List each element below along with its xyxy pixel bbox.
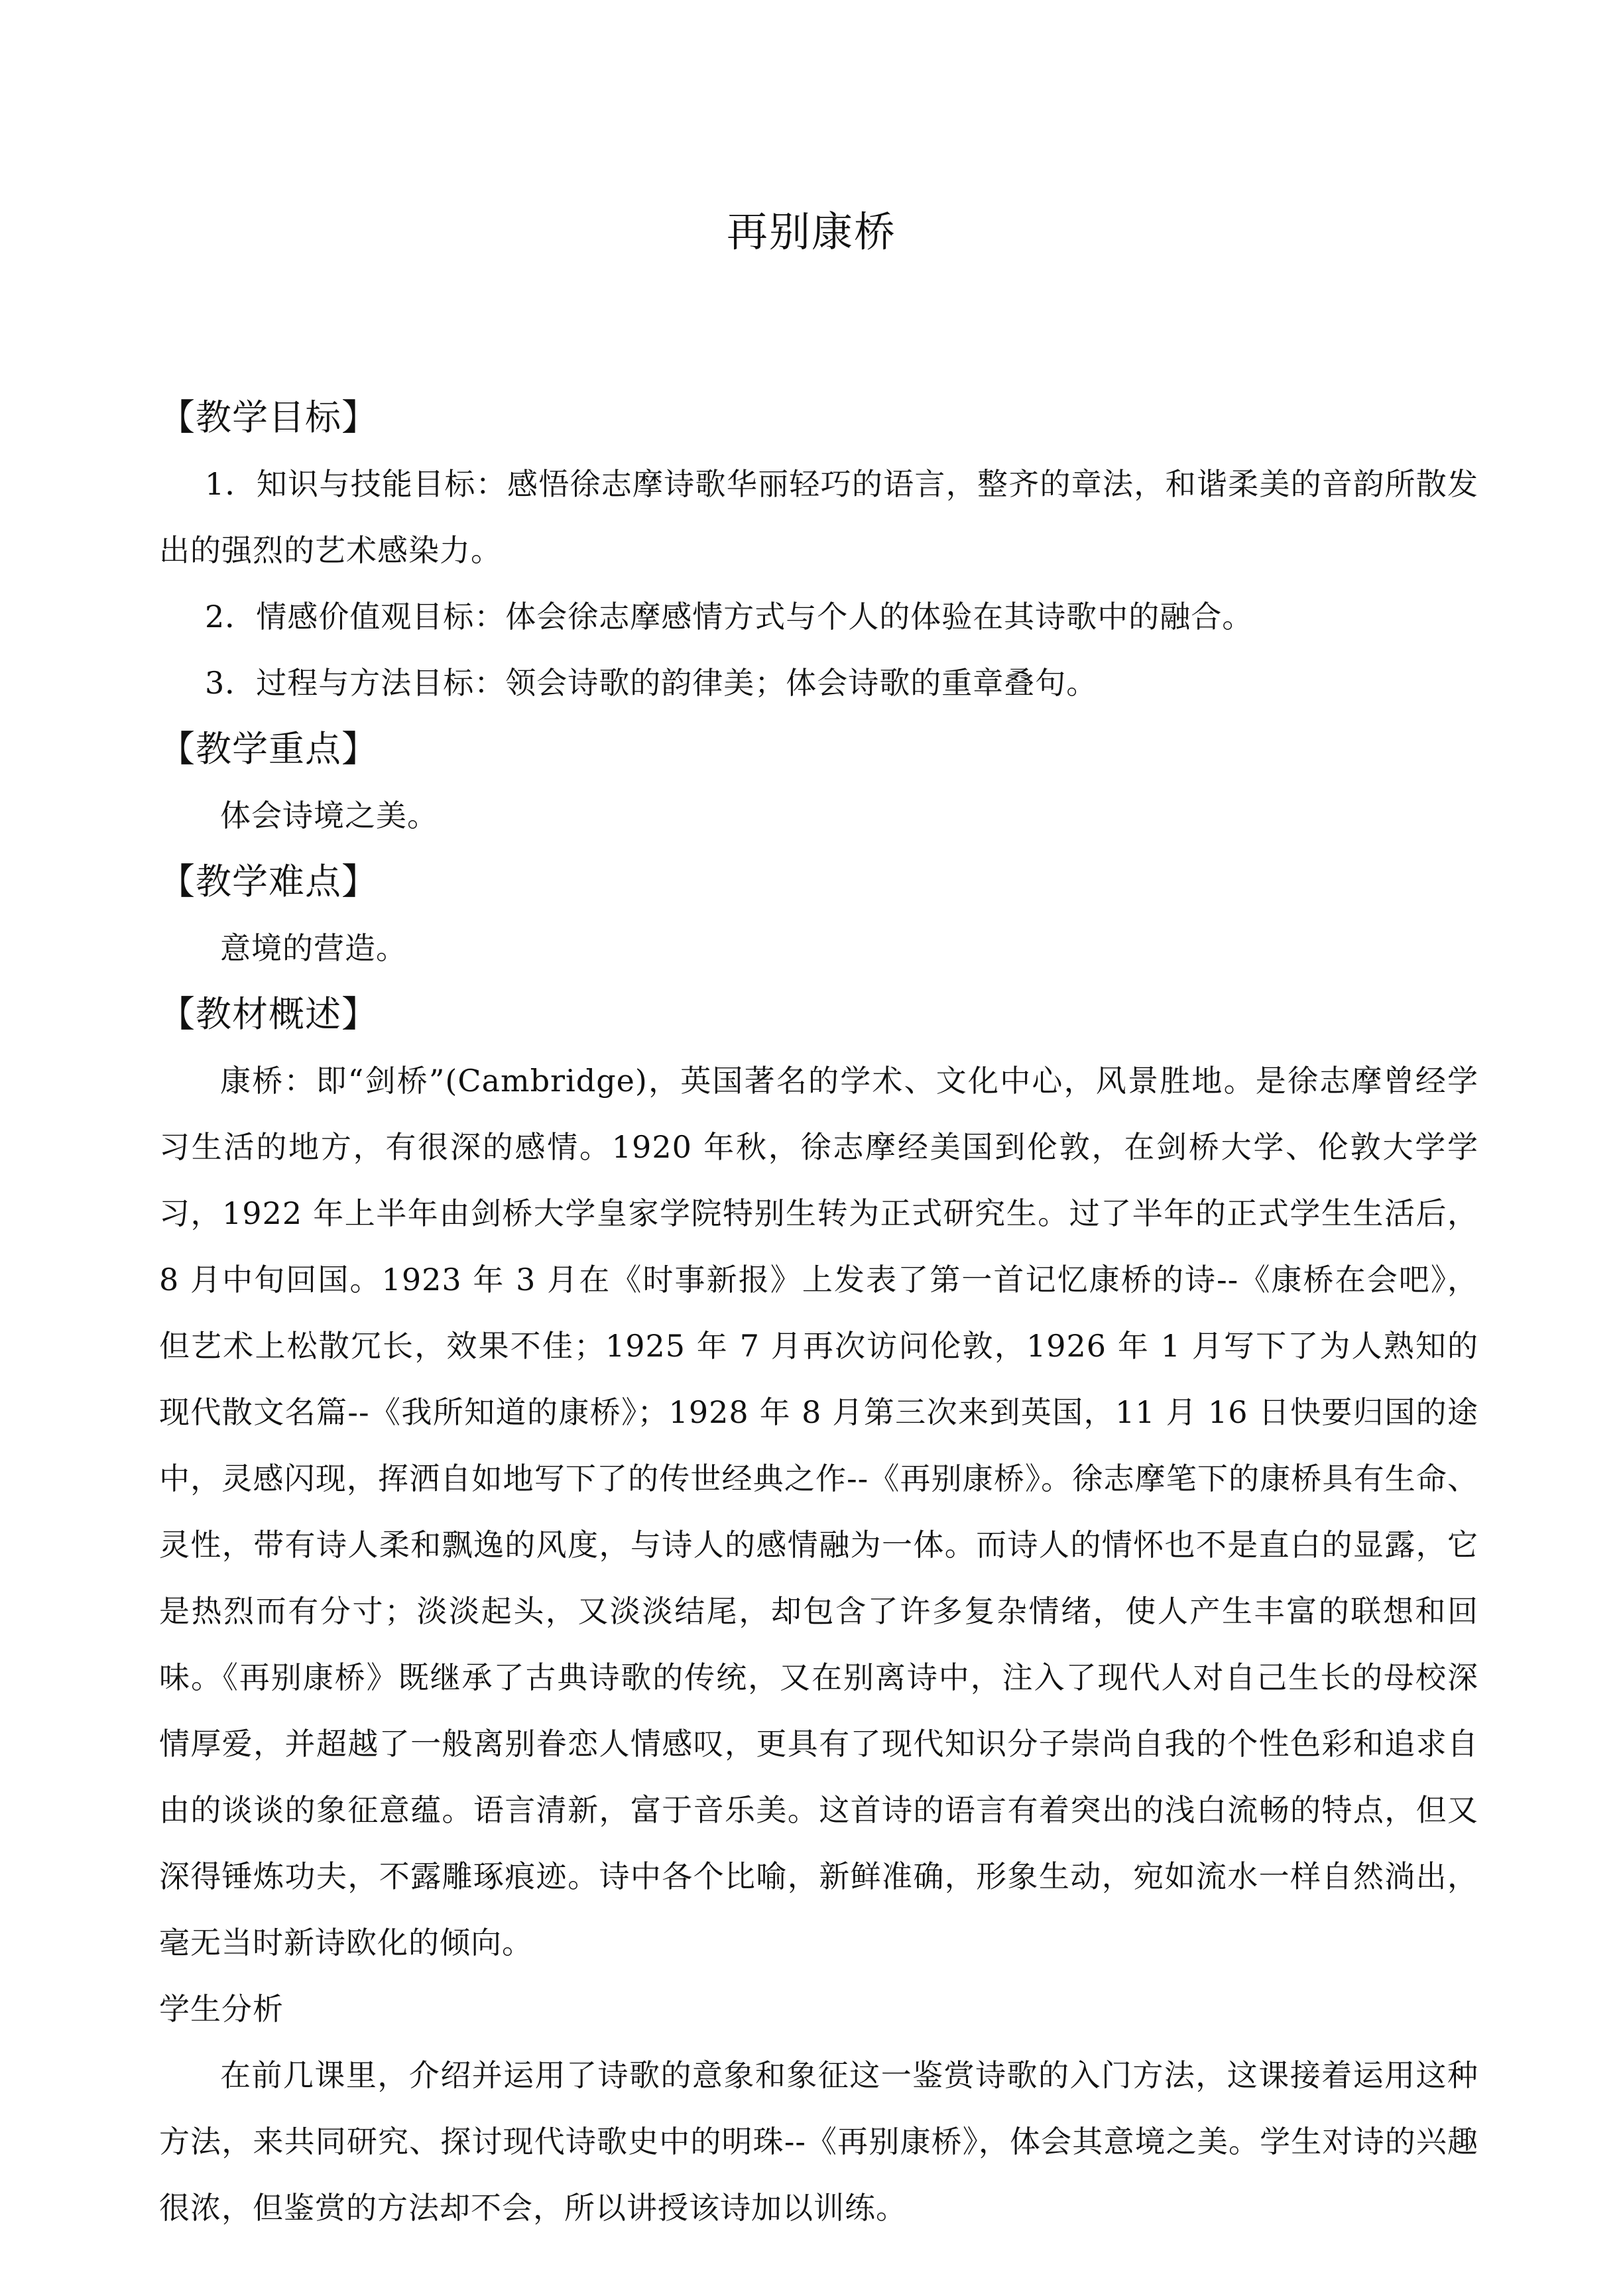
section-heading-overview: 【教材概述】 (159, 993, 378, 1035)
goal-item-1: 1．知识与技能目标：感悟徐志摩诗歌华丽轻巧的语言，整齐的章法，和谐柔美的音韵所散发出的强烈的艺术感染力。 (159, 466, 1478, 568)
section-heading-goals: 【教学目标】 (159, 396, 378, 438)
document-title: 再别康桥 (726, 208, 896, 256)
difficulties-text: 意境的营造。 (220, 930, 407, 966)
student-analysis-paragraph: 在前几课里，介绍并运用了诗歌的意象和象征这一鉴赏诗歌的入门方法，这课接着运用这种方法，来共同研究、探讨现代诗歌史中的明珠--《再别康桥》，体会其意境之美。学生对诗的兴趣很浓，但鉴赏的方法却不会，所以讲授该诗加以训练。 (159, 2057, 1478, 2226)
key-points-text: 体会诗境之美。 (220, 798, 438, 833)
goal-item-2: 2．情感价值观目标：体会徐志摩感情方式与个人的体验在其诗歌中的融合。 (205, 599, 1254, 634)
section-heading-student-analysis: 学生分析 (159, 1991, 284, 2027)
overview-paragraph: 康桥：即“剑桥”(Cambridge)，英国著名的学术、文化中心，风景胜地。是徐志摩曾经学习生活的地方，有很深的感情。1920 年秋，徐志摩经美国到伦敦，在剑桥大学、伦敦大学学习，1922 年上半年由剑桥大学皇家学院特别生转为正式研究生。过了半年的正式学生生活后，8 月中旬回国。1923 年 3 月在《时事新报》上发表了第一首记忆康桥的诗--《康桥在会吧》，但艺术上松散冗长，效果不佳；1925 年 7 月再次访问伦敦，1926 年 1 月写下了为人熟知的现代散文名篇--《我所知道的康桥》；1928 年 8 月第三次来到英国，11 月 16 日快要归国的途中，灵感闪现，挥洒自如地写下了的传世经典之作--《再别康桥》。徐志摩笔下的康桥具有生命、灵性，带有诗人柔和飘逸的风度，与诗人的感情融为一体。而诗人的情怀也不是直白的显露，它是热烈而有分寸；淡淡起头，又淡淡结尾，却包含了许多复杂情绪，使人产生丰富的联想和回味。《再别康桥》既继承了古典诗歌的传统，又在别离诗中，注入了现代人对自己生长的母校深情厚爱，并超越了一般离别眷恋人情感叹，更具有了现代知识分子崇尚自我的个性色彩和追求自由的谈谈的象征意蕴。语言清新，富于音乐美。这首诗的语言有着突出的浅白流畅的特点，但又深得锤炼功夫，不露雕琢痕迹。诗中各个比喻，新鲜准确，形象生动，宛如流水一样自然淌出，毫无当时新诗欧化的倾向。 (159, 1063, 1478, 1961)
goal-item-3: 3．过程与方法目标：领会诗歌的韵律美；体会诗歌的重章叠句。 (205, 665, 1098, 701)
section-heading-key-points: 【教学重点】 (159, 728, 378, 770)
section-heading-difficulties: 【教学难点】 (159, 861, 378, 902)
document-body (159, 385, 1478, 2241)
